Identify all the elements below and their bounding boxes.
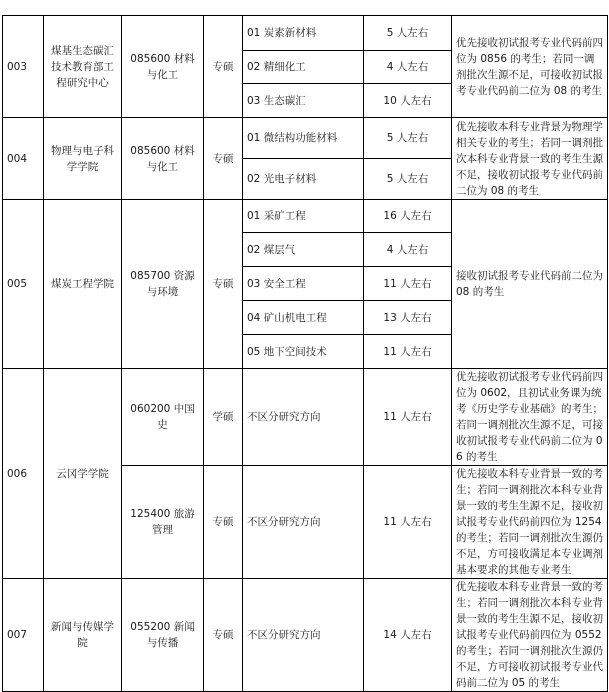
transfer-note: 优先接收本科专业背景一致的考生；若同一调剂批次本科专业背景一致的考生生源不足，接收初试报考专业代码前四位为 1254 的考生；若同一调剂批次生源仍不足，方可接收满足本专业调剂基本要求的其他专业考生 — [452, 466, 608, 579]
research-direction: 01 采矿工程 — [243, 200, 364, 233]
degree-type: 专硕 — [204, 118, 243, 200]
research-direction: 01 炭素新材料 — [243, 16, 364, 51]
research-direction: 不区分研究方向 — [243, 466, 364, 579]
table-row — [3, 118, 608, 159]
research-direction: 04 矿山机电工程 — [243, 301, 364, 335]
table-row — [3, 369, 608, 466]
college-name: 新闻与传媒学院 — [44, 579, 122, 692]
unit-code: 006 — [3, 369, 44, 579]
college-name: 云冈学学院 — [44, 369, 122, 579]
transfer-note: 优先接收本科专业背景为物理学相关专业的考生；若同一调剂批次本科专业背景一致的考生生源不足，接收初试报考专业代码前二位为 08 的考生 — [452, 118, 608, 200]
major-name: 085600 材料与化工 — [122, 16, 204, 118]
research-direction: 01 微结构功能材料 — [243, 118, 364, 159]
table-row — [3, 579, 608, 692]
transfer-note: 优先接收初试报考专业代码前四位为 0856 的考生；若同一调剂批次生源不足，可接收初试报考专业代码前二位为 08 的考生 — [452, 16, 608, 118]
research-direction: 02 煤层气 — [243, 233, 364, 267]
transfer-note: 优先接收初试报考专业代码前四位为 0602，且初试业务课为统考《历史学专业基础》的考生；若同一调剂批次生源不足，可接收初试报考专业代码前二位为 06 的考生 — [452, 369, 608, 466]
research-direction: 不区分研究方向 — [243, 579, 364, 692]
quota: 4 人左右 — [364, 233, 452, 267]
degree-type: 专硕 — [204, 579, 243, 692]
quota: 11 人左右 — [364, 369, 452, 466]
degree-type: 学硕 — [204, 369, 243, 466]
quota: 16 人左右 — [364, 200, 452, 233]
degree-type: 专硕 — [204, 16, 243, 118]
quota: 5 人左右 — [364, 16, 452, 51]
quota: 10 人左右 — [364, 84, 452, 118]
transfer-note: 接收初试报考专业代码前二位为 08 的考生 — [452, 200, 608, 369]
unit-code: 005 — [3, 200, 44, 369]
research-direction: 03 生态碳汇 — [243, 84, 364, 118]
unit-code: 003 — [3, 16, 44, 118]
admissions-table — [2, 15, 608, 692]
table-row — [3, 200, 608, 233]
research-direction: 不区分研究方向 — [243, 369, 364, 466]
research-direction: 02 光电子材料 — [243, 159, 364, 200]
degree-type: 专硕 — [204, 200, 243, 369]
college-name: 物理与电子科学学院 — [44, 118, 122, 200]
quota: 5 人左右 — [364, 118, 452, 159]
quota: 5 人左右 — [364, 159, 452, 200]
major-name: 060200 中国史 — [122, 369, 204, 466]
degree-type: 专硕 — [204, 466, 243, 579]
college-name: 煤基生态碳汇技术教育部工程研究中心 — [44, 16, 122, 118]
research-direction: 03 安全工程 — [243, 267, 364, 301]
college-name: 煤炭工程学院 — [44, 200, 122, 369]
quota: 11 人左右 — [364, 335, 452, 369]
major-name: 085600 材料与化工 — [122, 118, 204, 200]
unit-code: 007 — [3, 579, 44, 692]
major-name: 055200 新闻与传播 — [122, 579, 204, 692]
research-direction: 05 地下空间技术 — [243, 335, 364, 369]
quota: 11 人左右 — [364, 466, 452, 579]
quota: 14 人左右 — [364, 579, 452, 692]
quota: 13 人左右 — [364, 301, 452, 335]
quota: 4 人左右 — [364, 51, 452, 84]
table-row — [3, 16, 608, 51]
quota: 11 人左右 — [364, 267, 452, 301]
research-direction: 02 精细化工 — [243, 51, 364, 84]
unit-code: 004 — [3, 118, 44, 200]
major-name: 085700 资源与环境 — [122, 200, 204, 369]
transfer-note: 优先接收本科专业背景一致的考生；若同一调剂批次本科专业背景一致的考生生源不足，接收初试报考专业代码前四位为 0552 的考生；若同一调剂批次生源仍不足，方可接收初试报考专业代码前二位为 05 的考生 — [452, 579, 608, 692]
major-name: 125400 旅游管理 — [122, 466, 204, 579]
